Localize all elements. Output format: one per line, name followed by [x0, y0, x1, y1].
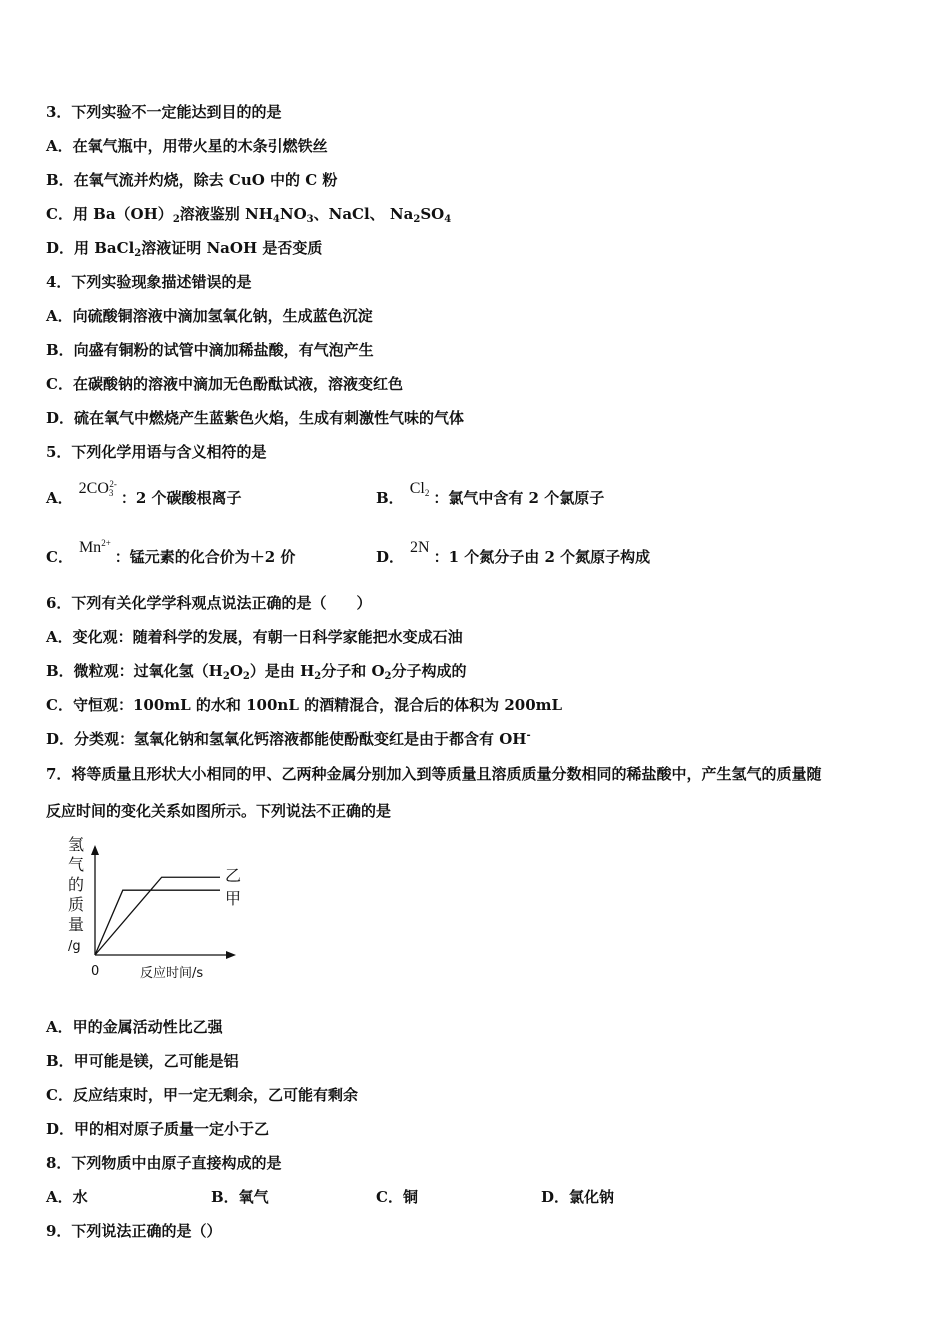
q7-stem-line2: 反应时间的变化关系如图所示。下列说法不正确的是 — [46, 802, 392, 820]
q8-option-c: C．铜 — [376, 1188, 418, 1206]
q7-chart — [60, 830, 240, 990]
q5-formula-c: $Mn^{2+}$ — [78, 538, 111, 556]
q3-option-b: B．在氧气流并灼烧，除去 CuO 中的 C 粉 — [46, 171, 338, 189]
y-axis-label — [68, 835, 84, 954]
q8-option-a: A．水 — [46, 1188, 88, 1206]
q7-option-d: D．甲的相对原子质量一定小于乙 — [46, 1120, 270, 1138]
q6-option-d: D．分类观：氢氧化钠和氢氧化钙溶液都能使酚酞变红是由于都含有 OH- — [46, 730, 531, 748]
series-line-乙 — [95, 877, 220, 955]
q5-formula-b: $Cl_2$ — [409, 480, 430, 498]
q5-option-c: C．$Mn^{2+}$：锰元素的化合价为＋2 价 — [46, 538, 296, 566]
y-axis-label-char: 量 — [68, 915, 85, 934]
y-axis-label-char: /g — [68, 939, 81, 954]
q5-option-b: B．$Cl_2$ ：氯气中含有 2 个氯原子 — [376, 480, 605, 507]
x-axis-label: 反应时间/s — [140, 966, 204, 981]
q4-option-a: A．向硫酸铜溶液中滴加氢氧化钠，生成蓝色沉淀 — [46, 307, 373, 325]
y-axis-label-char: 气 — [68, 855, 85, 874]
q8-option-d: D．氯化钠 — [541, 1188, 615, 1206]
q4-option-c: C．在碳酸钠的溶液中滴加无色酚酞试液，溶液变红色 — [46, 375, 403, 393]
q8-options — [46, 1187, 926, 1209]
q5-formula-a: $2CO_3^{2-}$ — [78, 479, 117, 498]
q6-option-b: B．微粒观：过氧化氢$(H_2O_2)$是由 $H_2$分子和 $O_2$分子构成的 — [46, 662, 467, 682]
q4-option-b: B．向盛有铜粉的试管中滴加稀盐酸，有气泡产生 — [46, 341, 374, 359]
q4-stem: 4．下列实验现象描述错误的是 — [46, 273, 252, 291]
y-axis-arrow — [91, 845, 99, 855]
series-label-甲: 甲 — [225, 889, 242, 909]
q7-option-c: C．反应结束时，甲一定无剩余，乙可能有剩余 — [46, 1086, 358, 1104]
q3-option-d: D．用 BaCl$_2$溶液证明 NaOH 是否变质 — [46, 239, 323, 259]
y-axis-label-char: 质 — [68, 895, 85, 914]
q3-option-c: C．用 $Ba(OH)_2$溶液鉴别 $NH_4NO_3$、NaCl、 $Na_2SO_4$ — [46, 205, 452, 225]
q7-stem-line1: 7．将等质量且形状大小相同的甲、乙两种金属分别加入到等质量且溶质质量分数相同的稀盐酸中，产生氢气的质量随 — [46, 765, 822, 783]
q5-formula-d: 2N — [410, 539, 430, 556]
q7-chart-svg — [60, 830, 240, 990]
x-axis-arrow — [226, 951, 236, 959]
q5-row-cd — [46, 538, 926, 571]
q9-stem: 9．下列说法正确的是（） — [46, 1222, 222, 1240]
y-axis-label-char: 氢 — [68, 835, 85, 854]
q6-option-c: C．守恒观：100mL 的水和 100nL 的酒精混合，混合后的体积为 200mL — [46, 696, 563, 714]
series-group — [95, 866, 241, 955]
q8-stem: 8．下列物质中由原子直接构成的是 — [46, 1154, 282, 1172]
q8-option-b: B．氧气 — [211, 1188, 269, 1206]
q5-stem: 5．下列化学用语与含义相符的是 — [46, 443, 267, 461]
q7-option-b: B．甲可能是镁，乙可能是铝 — [46, 1052, 239, 1070]
q7-option-a: A．甲的金属活动性比乙强 — [46, 1018, 223, 1036]
q5-row-ab — [46, 479, 926, 512]
series-label-乙: 乙 — [225, 866, 242, 886]
q5-option-a: A．$2CO_3^{2-}$：2 个碳酸根离子 — [46, 479, 242, 507]
q4-option-d: D．硫在氧气中燃烧产生蓝紫色火焰，生成有刺激性气味的气体 — [46, 409, 465, 427]
q6-option-a: A．变化观：随着科学的发展，有朝一日科学家能把水变成石油 — [46, 628, 463, 646]
origin-label: 0 — [91, 964, 100, 979]
q3-option-a: A．在氧气瓶中，用带火星的木条引燃铁丝 — [46, 137, 328, 155]
q6-stem: 6．下列有关化学学科观点说法正确的是（ ） — [46, 594, 372, 612]
y-axis-label-char: 的 — [68, 875, 85, 894]
q3-stem: 3．下列实验不一定能达到目的的是 — [46, 103, 282, 121]
series-line-甲 — [95, 890, 220, 955]
q5-option-d: D．2N：1 个氮分子由 2 个氮原子构成 — [376, 539, 651, 566]
